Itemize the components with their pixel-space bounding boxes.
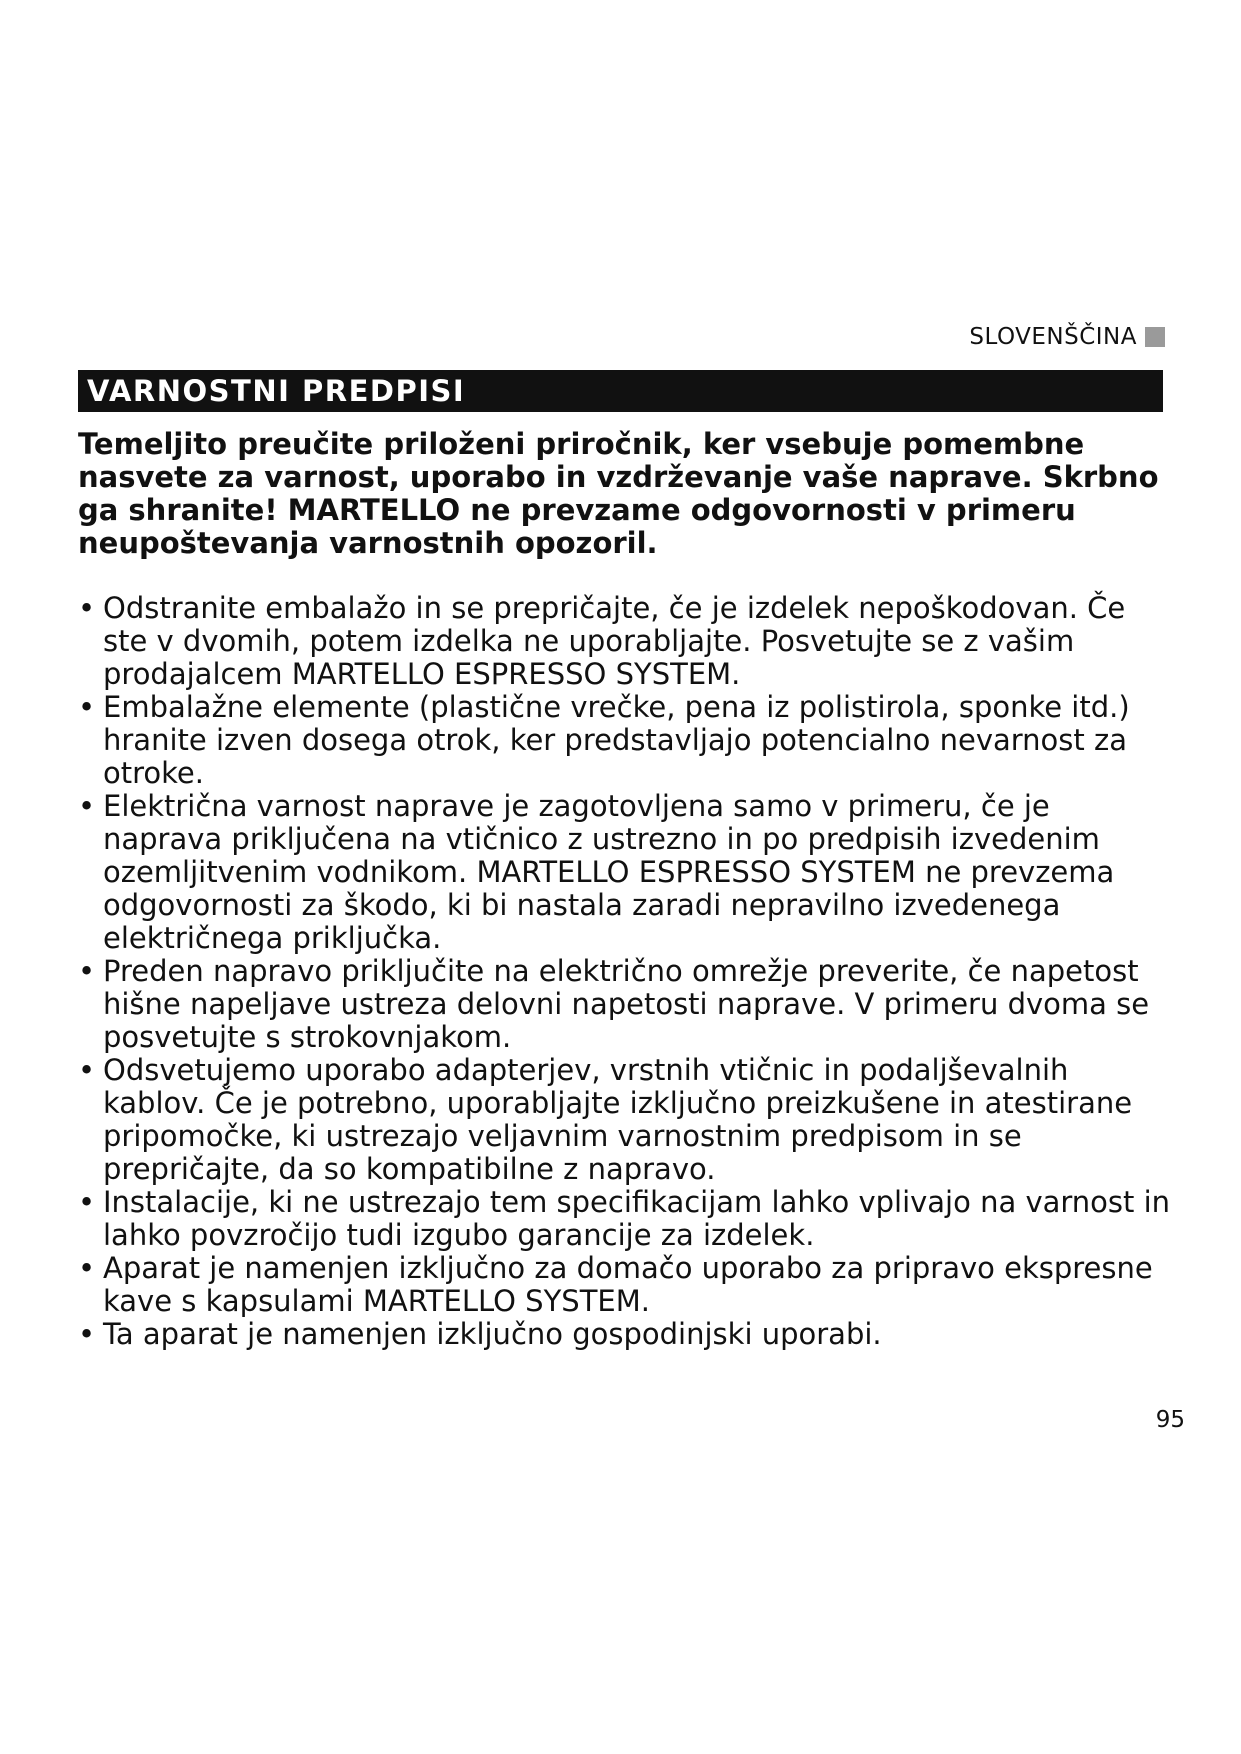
bullet-mark: • bbox=[78, 591, 96, 625]
list-item-text: Embalažne elemente (plastične vrečke, pena iz polistirola, sponke itd.) hranite izven dosega otrok, ker predstavljajo potencialno nevarnost za otroke. bbox=[103, 690, 1130, 790]
list-item bbox=[78, 592, 1178, 691]
language-label: SLOVENŠČINA bbox=[969, 324, 1137, 350]
list-item bbox=[78, 1318, 1178, 1351]
intro-paragraph: Temeljito preučite priloženi priročnik, ker vsebuje pomembne nasvete za varnost, uporabo in vzdrževanje vaše naprave. Skrbno ga shranite! MARTELLO ne prevzame odgovornosti v primeru neupoštevanja varnostnih opozoril. bbox=[78, 427, 1159, 560]
bullet-mark: • bbox=[78, 789, 96, 823]
language-label-group bbox=[969, 324, 1165, 350]
section-title-bar bbox=[78, 370, 1163, 412]
bullet-mark: • bbox=[78, 1185, 96, 1219]
bullet-mark: • bbox=[78, 1053, 96, 1087]
list-item-text: Odsvetujemo uporabo adapterjev, vrstnih vtičnic in podaljševalnih kablov. Če je potrebno, uporabljajte izključno preizkušene in atestirane pripomočke, ki ustrezajo veljavnim varnostnim predpisom in se prepričajte, da so kompatibilne z napravo. bbox=[103, 1053, 1133, 1186]
section-title: VARNOSTNI PREDPISI bbox=[87, 374, 466, 408]
page-number: 95 bbox=[1155, 1407, 1185, 1433]
list-item bbox=[78, 1054, 1178, 1186]
bullet-mark: • bbox=[78, 690, 96, 724]
list-item bbox=[78, 1252, 1178, 1318]
list-item-text: Električna varnost naprave je zagotovljena samo v primeru, če je naprava priključena na vtičnico z ustrezno in po predpisih izvedenim ozemljitvenim vodnikom. MARTELLO ESPRESSO SYSTEM ne prevzema odgovornosti za škodo, ki bi nastala zaradi nepravilno izvedenega električnega priključka. bbox=[103, 789, 1115, 955]
list-item bbox=[78, 955, 1178, 1054]
list-item-text: Preden napravo priključite na električno omrežje preverite, če napetost hišne napeljave ustreza delovni napetosti naprave. V primeru dvoma se posvetujte s strokovnjakom. bbox=[103, 954, 1150, 1054]
bullet-mark: • bbox=[78, 954, 96, 988]
safety-bullet-list bbox=[78, 592, 1178, 1351]
list-item bbox=[78, 790, 1178, 955]
list-item-text: Odstranite embalažo in se prepričajte, če je izdelek nepoškodovan. Če ste v dvomih, potem izdelka ne uporabljajte. Posvetujte se z vašim prodajalcem MARTELLO ESPRESSO SYSTEM. bbox=[103, 591, 1126, 691]
list-item-text: Ta aparat je namenjen izključno gospodinjski uporabi. bbox=[103, 1317, 882, 1351]
bullet-mark: • bbox=[78, 1251, 96, 1285]
list-item-text: Aparat je namenjen izključno za domačo uporabo za pripravo ekspresne kave s kapsulami MARTELLO SYSTEM. bbox=[103, 1251, 1153, 1318]
language-marker-square bbox=[1145, 327, 1165, 347]
list-item-text: Instalacije, ki ne ustrezajo tem specifikacijam lahko vplivajo na varnost in lahko povzročijo tudi izgubo garancije za izdelek. bbox=[103, 1185, 1171, 1252]
list-item bbox=[78, 1186, 1178, 1252]
list-item bbox=[78, 691, 1178, 790]
bullet-mark: • bbox=[78, 1317, 96, 1351]
